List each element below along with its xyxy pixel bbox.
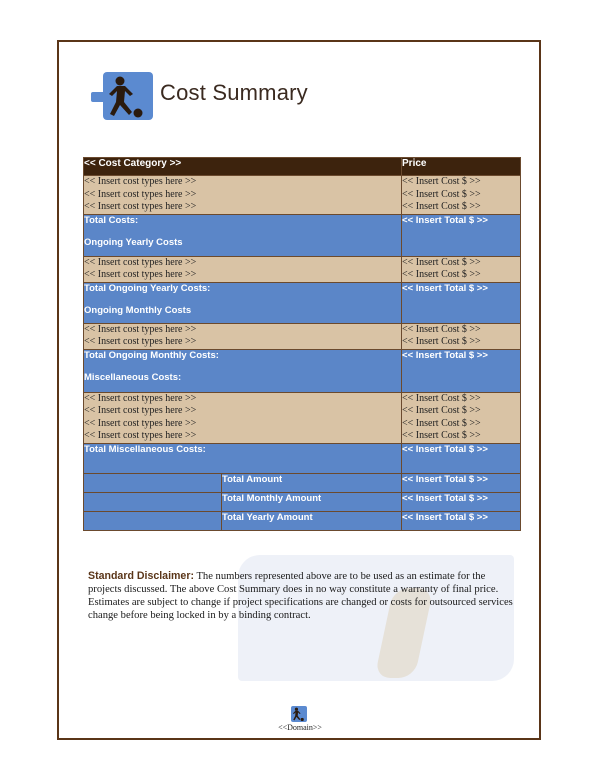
total-label-cell (84, 349, 402, 392)
cost-price: << Insert Cost $ >> (402, 269, 481, 280)
summary-label: Total Monthly Amount (222, 492, 402, 511)
footer-domain: <<Domain>> (278, 723, 322, 732)
section-heading: Ongoing Yearly Costs (84, 236, 183, 248)
cost-item: << Insert cost types here >> (84, 201, 197, 212)
cost-item: << Insert cost types here >> (84, 430, 197, 441)
cost-price: << Insert Cost $ >> (402, 323, 481, 335)
summary-spacer (84, 492, 222, 511)
cost-price: << Insert Cost $ >> (402, 417, 481, 429)
summary-label: Total Amount (222, 473, 402, 492)
cost-prices-cell (402, 323, 521, 349)
total-label-cell (84, 282, 402, 323)
table-header-row (84, 158, 521, 176)
total-value: << Insert Total $ >> (402, 214, 521, 256)
table-row (84, 323, 521, 349)
footer-logo-icon (291, 706, 307, 722)
summary-label: Total Yearly Amount (222, 511, 402, 530)
summary-spacer (84, 511, 222, 530)
summary-value: << Insert Total $ >> (402, 473, 521, 492)
cost-prices-cell (402, 256, 521, 282)
page-title: Cost Summary (160, 80, 308, 105)
total-label: Total Ongoing Yearly Costs: (84, 282, 211, 294)
cost-item: << Insert cost types here >> (84, 336, 197, 347)
total-value: << Insert Total $ >> (402, 349, 521, 392)
summary-spacer (84, 473, 222, 492)
summary-row (84, 473, 521, 492)
cost-item: << Insert cost types here >> (84, 269, 197, 280)
disclaimer (88, 570, 516, 622)
section-heading: Ongoing Monthly Costs (84, 304, 192, 316)
cost-price: << Insert Cost $ >> (402, 336, 481, 347)
summary-value: << Insert Total $ >> (402, 492, 521, 511)
cost-price: << Insert Cost $ >> (402, 176, 481, 187)
cost-price: << Insert Cost $ >> (402, 392, 481, 404)
cost-prices-cell (402, 392, 521, 443)
total-label: Total Costs: (84, 214, 139, 226)
cost-items-cell (84, 392, 402, 443)
total-label: Total Miscellaneous Costs: (84, 443, 402, 473)
cost-price: << Insert Cost $ >> (402, 430, 481, 441)
cost-items-cell (84, 323, 402, 349)
cost-item: << Insert cost types here >> (84, 188, 197, 200)
total-row (84, 349, 521, 392)
total-label: Total Ongoing Monthly Costs: (84, 349, 219, 361)
cost-items-cell (84, 176, 402, 215)
cost-item: << Insert cost types here >> (84, 176, 197, 187)
summary-value: << Insert Total $ >> (402, 511, 521, 530)
total-value: << Insert Total $ >> (402, 282, 521, 323)
cost-item: << Insert cost types here >> (84, 256, 197, 268)
section-heading: Miscellaneous Costs: (84, 371, 182, 383)
cost-items-cell (84, 256, 402, 282)
summary-row (84, 492, 521, 511)
cost-price: << Insert Cost $ >> (402, 256, 481, 268)
cost-price: << Insert Cost $ >> (402, 188, 481, 200)
cost-item: << Insert cost types here >> (84, 392, 197, 404)
header-category: << Cost Category >> (84, 158, 402, 176)
disclaimer-text: The numbers represented above are to be used as an estimate for the projects discussed. The above Cost Summary does in no way constitute a warranty of final price. Estimates are subject to change if project specifications are changed or costs for outsourced services change before being locked in by a binding contract. (88, 571, 513, 621)
summary-row (84, 511, 521, 530)
table-row (84, 256, 521, 282)
cost-item: << Insert cost types here >> (84, 323, 197, 335)
disclaimer-label: Standard Disclaimer: (88, 570, 194, 582)
table-row (84, 176, 521, 215)
total-row (84, 214, 521, 256)
cost-prices-cell (402, 176, 521, 215)
header-price: Price (402, 158, 521, 176)
total-label-cell (84, 214, 402, 256)
total-row (84, 282, 521, 323)
total-value: << Insert Total $ >> (402, 443, 521, 473)
cost-price: << Insert Cost $ >> (402, 201, 481, 212)
cost-item: << Insert cost types here >> (84, 405, 197, 416)
soccer-player-icon (103, 72, 153, 120)
total-row (84, 443, 521, 473)
table-row (84, 392, 521, 443)
cost-price: << Insert Cost $ >> (402, 405, 481, 416)
cost-table (83, 157, 521, 531)
cost-item: << Insert cost types here >> (84, 417, 197, 429)
